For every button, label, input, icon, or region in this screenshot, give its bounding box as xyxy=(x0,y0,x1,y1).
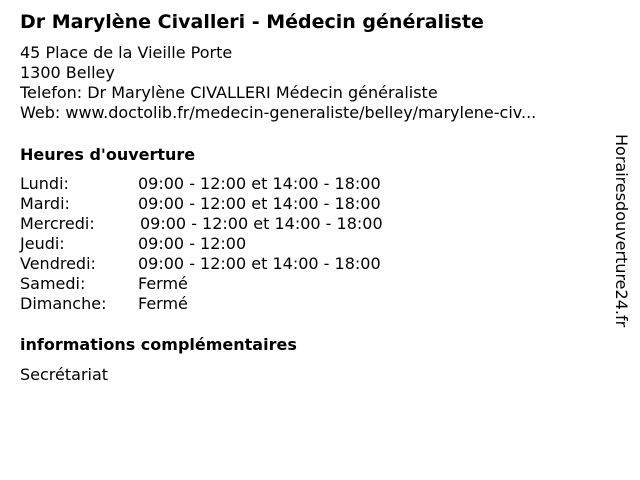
day-label: Lundi: xyxy=(20,174,69,193)
opening-hours-heading: Heures d'ouverture xyxy=(20,145,196,164)
day-hours: Fermé xyxy=(138,274,188,293)
additional-info-text: Secrétariat xyxy=(20,365,109,384)
day-hours: 09:00 - 12:00 et 14:00 - 18:00 xyxy=(140,214,383,233)
day-hours: 09:00 - 12:00 xyxy=(138,234,247,253)
day-hours: 09:00 - 12:00 et 14:00 - 18:00 xyxy=(138,174,381,193)
page-title: Dr Marylène Civalleri - Médecin généraliste xyxy=(20,11,484,33)
day-label: Vendredi: xyxy=(20,254,96,273)
address-city: 1300 Belley xyxy=(20,63,115,82)
address-block xyxy=(20,43,536,123)
additional-info-heading: informations complémentaires xyxy=(20,335,297,354)
day-hours: 09:00 - 12:00 et 14:00 - 18:00 xyxy=(138,254,381,273)
phone-line: Telefon: Dr Marylène CIVALLERI Médecin généraliste xyxy=(20,83,438,102)
address-street: 45 Place de la Vieille Porte xyxy=(20,43,233,62)
day-label: Mercredi: xyxy=(20,214,95,233)
site-watermark: Horairesdouverture24.fr xyxy=(612,134,631,328)
day-label: Jeudi: xyxy=(20,234,65,253)
day-label: Mardi: xyxy=(20,194,70,213)
website-line: Web: www.doctolib.fr/medecin-generaliste/belley/marylene-civ... xyxy=(20,103,537,122)
day-hours: Fermé xyxy=(138,294,188,313)
day-hours: 09:00 - 12:00 et 14:00 - 18:00 xyxy=(138,194,381,213)
day-label: Samedi: xyxy=(20,274,86,293)
day-label: Dimanche: xyxy=(20,294,107,313)
